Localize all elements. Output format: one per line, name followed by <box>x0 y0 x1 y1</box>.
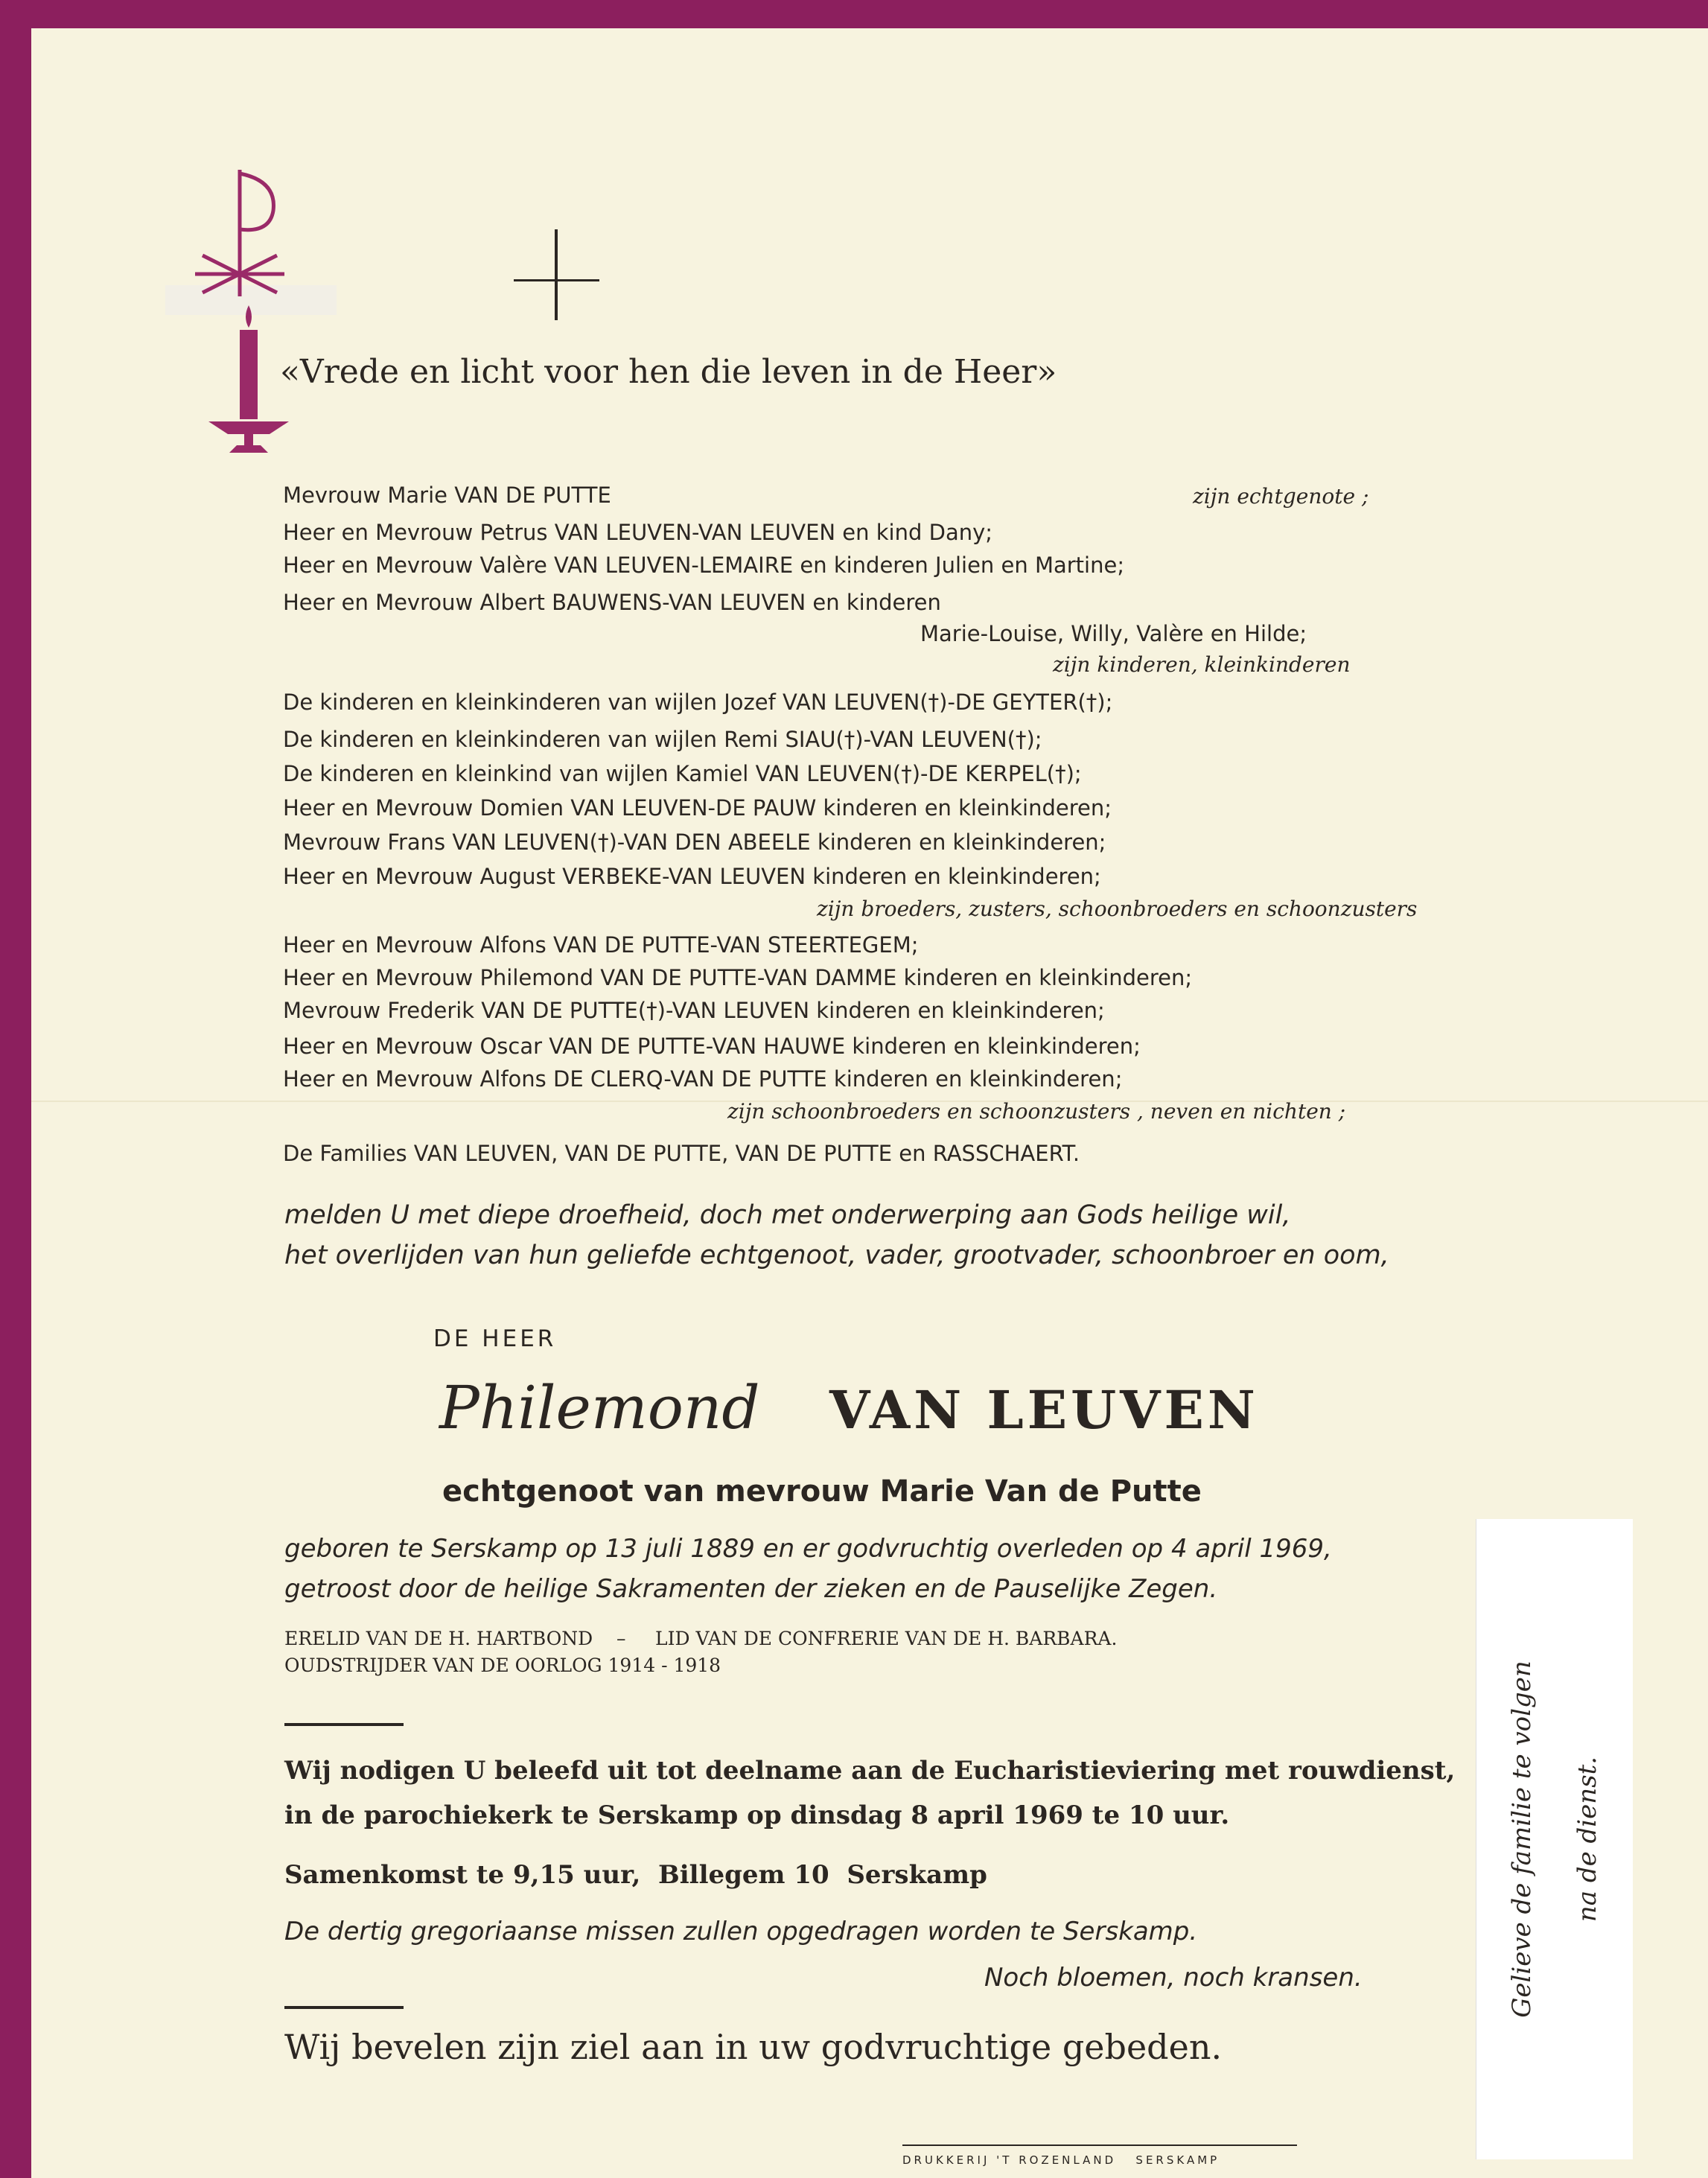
mourner-line: Heer en Mevrouw Oscar VAN DE PUTTE-VAN HAUWE kinderen en kleinkinderen; <box>283 1034 1141 1059</box>
cross-icon-bar <box>514 279 599 281</box>
relation-label: zijn kinderen, kleinkinderen <box>1053 652 1351 677</box>
flowers-line: Noch bloemen, noch kransen. <box>984 1963 1363 1993</box>
mourner-line: Heer en Mevrouw Alfons VAN DE PUTTE-VAN STEERTEGEM; <box>283 932 919 958</box>
prayer-line: Wij bevelen zijn ziel aan in uw godvruchtige gebeden. <box>284 2027 1223 2067</box>
mourner-line: Mevrouw Frans VAN LEUVEN(†)-VAN DEN ABEELE kinderen en kleinkinderen; <box>283 830 1106 855</box>
masses-line: De dertig gregoriaanse missen zullen opgedragen worden te Serskamp. <box>284 1917 1198 1946</box>
honor-hartbond: ERELID VAN DE H. HARTBOND <box>284 1628 593 1649</box>
deceased-title: DE HEER <box>433 1325 557 1352</box>
announcement-line: melden U met diepe droefheid, doch met onderwerping aan Gods heilige wil, <box>284 1200 1291 1230</box>
side-note-line: na de dienst. <box>1572 1756 1602 1923</box>
mourner-line: De kinderen en kleinkinderen van wijlen Jozef VAN LEUVEN(†)-DE GEYTER(†); <box>283 690 1113 715</box>
spouse-line: echtgenoot van mevrouw Marie Van de Putte <box>442 1474 1202 1509</box>
honor-dash: – <box>616 1628 626 1649</box>
obituary-card <box>31 28 1708 2178</box>
invitation-line: Wij nodigen U beleefd uit tot deelname aan de Eucharistieviering met rouwdienst, <box>284 1756 1456 1786</box>
birth-death-line: geboren te Serskamp op 13 juli 1889 en er godvruchtig overleden op 4 april 1969, <box>284 1534 1332 1564</box>
mourner-line: Heer en Mevrouw Petrus VAN LEUVEN-VAN LEUVEN en kind Dany; <box>283 520 993 545</box>
motto: «Vrede en licht voor hen die leven in de Heer» <box>280 353 1057 391</box>
mourner-line: Heer en Mevrouw Domien VAN LEUVEN-DE PAUW kinderen en kleinkinderen; <box>283 795 1112 821</box>
side-note-text <box>1489 1579 1620 2100</box>
sacraments-line: getroost door de heilige Sakramenten der zieken en de Pauselijke Zegen. <box>284 1574 1218 1604</box>
mourner-line: De kinderen en kleinkind van wijlen Kamiel VAN LEUVEN(†)-DE KERPEL(†); <box>283 761 1082 786</box>
printer-credit: DRUKKERIJ 'T ROZENLAND SERSKAMP <box>902 2153 1220 2167</box>
divider <box>284 1723 404 1726</box>
mourner-line: Mevrouw Frederik VAN DE PUTTE(†)-VAN LEUVEN kinderen en kleinkinderen; <box>283 998 1105 1023</box>
relation-label: zijn echtgenote ; <box>1193 484 1369 509</box>
mourner-line: Heer en Mevrouw Valère VAN LEUVEN-LEMAIRE en kinderen Julien en Martine; <box>283 553 1125 578</box>
cross-icon <box>555 229 558 320</box>
mourner-line: De Families VAN LEUVEN, VAN DE PUTTE, VAN DE PUTTE en RASSCHAERT. <box>283 1141 1080 1166</box>
gathering-line: Samenkomst te 9,15 uur, Billegem 10 Serskamp <box>284 1860 987 1890</box>
mourner-line: Heer en Mevrouw Albert BAUWENS-VAN LEUVEN en kinderen <box>283 590 941 615</box>
side-note-line: Gelieve de familie te volgen <box>1507 1660 1537 2018</box>
mourner-line: Heer en Mevrouw August VERBEKE-VAN LEUVEN kinderen en kleinkinderen; <box>283 864 1101 889</box>
printer-rule <box>902 2144 1297 2146</box>
mourner-line: Heer en Mevrouw Philemond VAN DE PUTTE-VAN DAMME kinderen en kleinkinderen; <box>283 965 1193 990</box>
relation-label: zijn broeders, zusters, schoonbroeders en schoonzusters <box>817 897 1418 921</box>
mourner-line: Mevrouw Marie VAN DE PUTTE <box>283 483 611 508</box>
mourner-line: Heer en Mevrouw Alfons DE CLERQ-VAN DE PUTTE kinderen en kleinkinderen; <box>283 1066 1123 1092</box>
mourner-line: De kinderen en kleinkinderen van wijlen Remi SIAU(†)-VAN LEUVEN(†); <box>283 727 1042 752</box>
honor-confrerie: LID VAN DE CONFRERIE VAN DE H. BARBARA. <box>655 1628 1118 1649</box>
deceased-last-name: VAN LEUVEN <box>829 1379 1259 1441</box>
deceased-first-name: Philemond <box>439 1373 760 1442</box>
divider <box>284 2006 404 2009</box>
announcement-line: het overlijden van hun geliefde echtgenoot, vader, grootvader, schoonbroer en oom, <box>284 1241 1389 1270</box>
relation-label: zijn schoonbroeders en schoonzusters , neven en nichten ; <box>727 1099 1346 1124</box>
chi-rho-candle-icon <box>165 140 337 468</box>
honor-veteran: OUDSTRIJDER VAN DE OORLOG 1914 - 1918 <box>284 1655 721 1676</box>
invitation-line: in de parochiekerk te Serskamp op dinsdag 8 april 1969 te 10 uur. <box>284 1800 1230 1830</box>
mourner-line: Marie-Louise, Willy, Valère en Hilde; <box>920 621 1307 646</box>
side-note-slip <box>1476 1519 1633 2159</box>
